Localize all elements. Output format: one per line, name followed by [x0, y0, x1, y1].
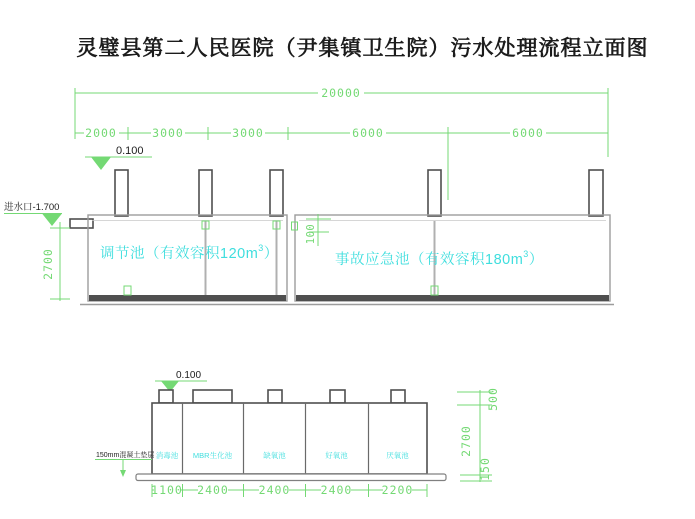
- riser: [428, 170, 441, 216]
- regulation-tank-label-sup: 3: [258, 243, 264, 253]
- riser: [391, 390, 405, 403]
- dim-seg-5: 6000: [512, 126, 544, 140]
- inlet-pipe: [70, 219, 93, 228]
- emergency-tank-label-sup: 3: [523, 249, 529, 259]
- process-tank: [152, 403, 427, 474]
- emergency-tank-label-close: ）: [528, 252, 544, 268]
- upper-view: [4, 86, 614, 305]
- dim-side-bottom: 150: [478, 457, 492, 481]
- inlet-annotation: [4, 201, 93, 228]
- dim-seg-1: 2000: [85, 126, 117, 140]
- upper-elevation-marker: [85, 145, 152, 170]
- dim-bottom-2: 2400: [197, 483, 229, 497]
- riser: [330, 390, 345, 403]
- slab-note: [95, 450, 154, 477]
- compartment-label-1: 消毒池: [155, 451, 179, 460]
- freeboard-dimension: [305, 214, 331, 246]
- compartment-label-4: 好氧池: [325, 451, 348, 460]
- upper-elevation-value: 0.100: [116, 145, 144, 157]
- dim-total: 20000: [321, 86, 361, 100]
- dim-bottom-5: 2200: [381, 483, 414, 497]
- inlet-label: 进水口-1.700: [4, 202, 60, 213]
- dim-seg-3: 3000: [232, 126, 264, 140]
- upper-total-dimension: [75, 86, 608, 157]
- inlet-triangle-icon: [42, 214, 62, 227]
- lower-elevation-marker: [155, 370, 207, 392]
- dim-seg-4: 6000: [352, 126, 384, 140]
- emergency-tank-label: [335, 249, 544, 268]
- upper-risers: [115, 170, 603, 216]
- dim-bottom-3: 2400: [258, 483, 291, 497]
- lower-risers: [159, 390, 405, 403]
- riser: [268, 390, 282, 403]
- compartment-label-2: MBR生化池: [192, 451, 233, 460]
- leader-arrow-icon: [120, 470, 126, 477]
- riser: [115, 170, 128, 216]
- riser: [270, 170, 283, 216]
- slab-note-text: 150mm混凝土垫层: [96, 452, 155, 459]
- dim-freeboard: 100: [305, 223, 317, 245]
- dim-bottom-4: 2400: [320, 483, 353, 497]
- dim-bottom-1: 1100: [151, 483, 183, 497]
- emergency-tank-label-text: 事故应急池（有效容积180m: [335, 252, 524, 268]
- lower-elevation-value: 0.100: [176, 370, 202, 381]
- regulation-tank-label-close: ）: [263, 246, 279, 262]
- dim-side-top: 500: [486, 387, 500, 411]
- upper-height-dimension: [41, 222, 70, 301]
- elevation-triangle-icon: [91, 157, 111, 170]
- drawing-title: 灵璧县第二人民医院（尹集镇卫生院）污水处理流程立面图: [76, 36, 649, 60]
- lower-side-dimensions: [457, 387, 500, 482]
- base-slab: [136, 474, 446, 481]
- compartment-label-5: 厌氧池: [386, 451, 409, 460]
- lower-view: [95, 370, 500, 497]
- riser: [199, 170, 212, 216]
- riser: [589, 170, 603, 216]
- dim-side-middle: 2700: [459, 425, 473, 457]
- dim-height-upper: 2700: [41, 248, 55, 280]
- lower-bottom-dimension: [151, 483, 427, 497]
- dim-seg-2: 3000: [152, 126, 184, 140]
- regulation-tank-label-text: 调节池（有效容积120m: [100, 246, 259, 262]
- riser: [159, 390, 173, 403]
- regulation-tank-label: [100, 243, 279, 262]
- upper-segment-dimension: [75, 126, 608, 200]
- compartment-label-3: 缺氧池: [263, 451, 286, 460]
- riser: [193, 390, 232, 403]
